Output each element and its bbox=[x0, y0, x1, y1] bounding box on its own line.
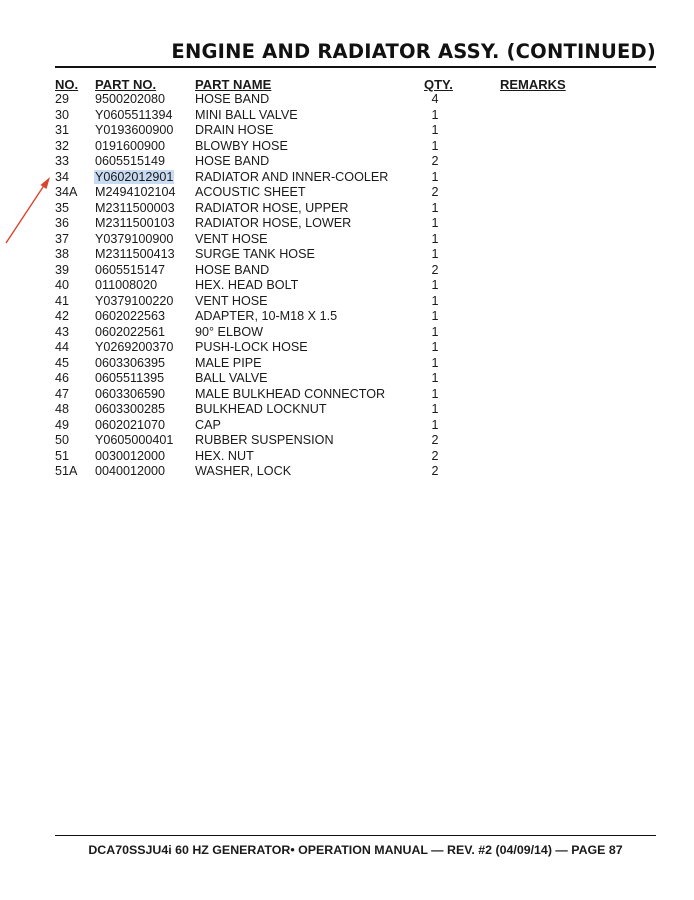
cell-part-no: 0603306395 bbox=[95, 355, 166, 370]
cell-part-no-wrap bbox=[95, 294, 173, 310]
cell-qty: 1 bbox=[431, 324, 439, 339]
cell-part-name: PUSH-LOCK HOSE bbox=[195, 340, 308, 354]
cell-qty: 1 bbox=[431, 402, 439, 416]
cell-part-name-wrap bbox=[195, 123, 273, 139]
cell-no: 35 bbox=[55, 200, 70, 215]
table-row bbox=[0, 356, 694, 372]
cell-part-name: RADIATOR HOSE, LOWER bbox=[195, 216, 352, 230]
cell-part-no-wrap bbox=[95, 139, 165, 155]
parts-table bbox=[0, 92, 694, 480]
cell-part-no: 0603300285 bbox=[95, 402, 166, 416]
cell-no: 51A bbox=[55, 464, 78, 478]
cell-qty: 1 bbox=[431, 293, 439, 308]
cell-part-no: 0605515149 bbox=[95, 154, 166, 168]
cell-qty-wrap bbox=[420, 139, 450, 155]
cell-no-wrap bbox=[55, 92, 69, 108]
cell-part-name-wrap bbox=[195, 309, 337, 325]
cell-qty: 2 bbox=[431, 433, 439, 447]
table-row bbox=[0, 232, 694, 248]
cell-qty: 1 bbox=[431, 355, 439, 370]
cell-qty-wrap bbox=[420, 123, 450, 139]
cell-part-no: Y0602012901 bbox=[95, 169, 174, 184]
cell-part-name-wrap bbox=[195, 340, 308, 356]
header-part-name: PART NAME bbox=[195, 77, 272, 92]
cell-part-no-wrap bbox=[95, 170, 174, 186]
cell-no: 39 bbox=[55, 262, 70, 277]
cell-qty-wrap bbox=[420, 154, 450, 170]
header-remarks: REMARKS bbox=[500, 77, 566, 92]
cell-qty: 2 bbox=[431, 185, 439, 199]
table-row bbox=[0, 216, 694, 232]
cell-qty: 2 bbox=[431, 464, 439, 478]
table-row bbox=[0, 154, 694, 170]
cell-no: 30 bbox=[55, 107, 70, 122]
cell-no-wrap bbox=[55, 371, 69, 387]
cell-part-name-wrap bbox=[195, 433, 334, 449]
cell-part-name: BLOWBY HOSE bbox=[195, 138, 288, 153]
cell-qty-wrap bbox=[420, 340, 450, 356]
cell-part-no: M2311500103 bbox=[95, 216, 175, 230]
cell-part-name: DRAIN HOSE bbox=[195, 123, 274, 137]
cell-part-no-wrap bbox=[95, 402, 165, 418]
page-title: ENGINE AND RADIATOR ASSY. (CONTINUED) bbox=[171, 40, 656, 63]
cell-qty-wrap bbox=[420, 185, 450, 201]
cell-qty-wrap bbox=[420, 263, 450, 279]
cell-part-name: RUBBER SUSPENSION bbox=[195, 433, 334, 447]
cell-part-no-wrap bbox=[95, 340, 173, 356]
cell-part-no-wrap bbox=[95, 356, 165, 372]
table-row bbox=[0, 402, 694, 418]
cell-part-name-wrap bbox=[195, 449, 254, 465]
cell-no: 43 bbox=[55, 324, 70, 339]
cell-qty-wrap bbox=[420, 325, 450, 341]
cell-qty-wrap bbox=[420, 449, 450, 465]
cell-no-wrap bbox=[55, 263, 69, 279]
table-row bbox=[0, 108, 694, 124]
table-row bbox=[0, 340, 694, 356]
table-row bbox=[0, 294, 694, 310]
cell-no: 37 bbox=[55, 231, 70, 246]
cell-part-name-wrap bbox=[195, 402, 327, 418]
cell-part-no-wrap bbox=[95, 371, 164, 387]
cell-part-name: MALE BULKHEAD CONNECTOR bbox=[195, 386, 386, 401]
cell-part-name: VENT HOSE bbox=[195, 231, 268, 246]
table-row bbox=[0, 263, 694, 279]
cell-no: 51 bbox=[55, 448, 70, 463]
cell-qty: 1 bbox=[431, 138, 439, 153]
cell-part-no-wrap bbox=[95, 185, 176, 201]
cell-part-no-wrap bbox=[95, 123, 173, 139]
cell-part-no: 0030012000 bbox=[95, 448, 166, 463]
cell-qty: 1 bbox=[431, 340, 439, 354]
cell-part-no: Y0193600900 bbox=[95, 123, 174, 137]
table-row bbox=[0, 325, 694, 341]
cell-qty-wrap bbox=[420, 464, 450, 480]
cell-no-wrap bbox=[55, 294, 69, 310]
cell-qty: 1 bbox=[431, 247, 439, 261]
cell-part-no-wrap bbox=[95, 216, 175, 232]
cell-part-no-wrap bbox=[95, 464, 165, 480]
table-row bbox=[0, 92, 694, 108]
header-qty: QTY. bbox=[424, 77, 453, 92]
cell-part-no: Y0605511394 bbox=[95, 107, 173, 122]
cell-qty-wrap bbox=[420, 92, 450, 108]
cell-part-name-wrap bbox=[195, 464, 291, 480]
cell-qty-wrap bbox=[420, 108, 450, 124]
cell-qty-wrap bbox=[420, 216, 450, 232]
red-arrow-icon bbox=[0, 160, 70, 260]
table-row bbox=[0, 387, 694, 403]
cell-no-wrap bbox=[55, 123, 69, 139]
table-row bbox=[0, 247, 694, 263]
cell-part-no: Y0379100220 bbox=[95, 293, 174, 308]
cell-part-name: HEX. NUT bbox=[195, 448, 254, 463]
cell-qty: 1 bbox=[431, 231, 439, 246]
cell-part-no-wrap bbox=[95, 263, 165, 279]
cell-part-name-wrap bbox=[195, 170, 388, 186]
cell-qty: 1 bbox=[431, 123, 439, 137]
cell-part-name-wrap bbox=[195, 294, 268, 310]
cell-part-name: HOSE BAND bbox=[195, 262, 270, 277]
cell-part-no-wrap bbox=[95, 108, 173, 124]
table-row bbox=[0, 201, 694, 217]
cell-part-no: 0603306590 bbox=[95, 386, 166, 401]
cell-no: 45 bbox=[55, 355, 70, 370]
cell-qty: 1 bbox=[431, 200, 439, 215]
cell-part-no: 0605515147 bbox=[95, 262, 166, 277]
footer-divider bbox=[55, 835, 656, 836]
table-row bbox=[0, 139, 694, 155]
cell-part-no-wrap bbox=[95, 449, 165, 465]
cell-part-name: MINI BALL VALVE bbox=[195, 107, 298, 122]
cell-part-no-wrap bbox=[95, 418, 165, 434]
cell-part-name: HEX. HEAD BOLT bbox=[195, 278, 299, 292]
cell-qty: 1 bbox=[431, 417, 439, 432]
cell-qty-wrap bbox=[420, 294, 450, 310]
cell-qty: 1 bbox=[431, 309, 439, 323]
cell-part-name: CAP bbox=[195, 417, 221, 432]
cell-part-no: 0602022561 bbox=[95, 324, 166, 339]
cell-part-name: RADIATOR AND INNER-COOLER bbox=[195, 169, 389, 184]
cell-no-wrap bbox=[55, 418, 69, 434]
cell-part-name: MALE PIPE bbox=[195, 355, 262, 370]
cell-no-wrap bbox=[55, 402, 69, 418]
cell-no-wrap bbox=[55, 464, 77, 480]
cell-qty-wrap bbox=[420, 201, 450, 217]
cell-qty: 2 bbox=[431, 154, 439, 168]
cell-part-name-wrap bbox=[195, 418, 221, 434]
cell-no: 34A bbox=[55, 185, 78, 199]
cell-part-no: 0602021070 bbox=[95, 417, 166, 432]
cell-part-name: VENT HOSE bbox=[195, 293, 268, 308]
cell-qty: 2 bbox=[431, 448, 439, 463]
cell-no-wrap bbox=[55, 433, 69, 449]
table-row bbox=[0, 309, 694, 325]
cell-no: 46 bbox=[55, 371, 70, 385]
cell-no: 49 bbox=[55, 417, 70, 432]
cell-part-name: HOSE BAND bbox=[195, 92, 270, 106]
cell-no-wrap bbox=[55, 325, 69, 341]
cell-part-name: 90° ELBOW bbox=[195, 324, 264, 339]
cell-no-wrap bbox=[55, 387, 69, 403]
cell-part-name-wrap bbox=[195, 247, 315, 263]
cell-no-wrap bbox=[55, 449, 69, 465]
cell-part-name-wrap bbox=[195, 371, 268, 387]
cell-qty: 4 bbox=[431, 92, 439, 106]
cell-part-no: 011008020 bbox=[95, 278, 158, 292]
cell-no: 41 bbox=[55, 293, 70, 308]
table-row bbox=[0, 464, 694, 480]
cell-part-name: BULKHEAD LOCKNUT bbox=[195, 402, 327, 416]
cell-qty-wrap bbox=[420, 418, 450, 434]
cell-qty-wrap bbox=[420, 433, 450, 449]
cell-no: 42 bbox=[55, 309, 70, 323]
cell-no-wrap bbox=[55, 139, 69, 155]
cell-part-name: RADIATOR HOSE, UPPER bbox=[195, 200, 349, 215]
cell-no: 47 bbox=[55, 386, 70, 401]
cell-part-no: M2311500413 bbox=[95, 247, 175, 261]
cell-qty: 1 bbox=[431, 216, 439, 230]
cell-part-name-wrap bbox=[195, 387, 385, 403]
cell-part-no: Y0605000401 bbox=[95, 433, 174, 447]
cell-part-no: 0040012000 bbox=[95, 464, 166, 478]
cell-no: 38 bbox=[55, 247, 70, 261]
cell-no: 32 bbox=[55, 138, 70, 153]
table-row bbox=[0, 371, 694, 387]
cell-part-no: M2311500003 bbox=[95, 200, 175, 215]
cell-part-name: ADAPTER, 10-M18 X 1.5 bbox=[195, 309, 338, 323]
cell-part-name-wrap bbox=[195, 154, 269, 170]
cell-part-name: BALL VALVE bbox=[195, 371, 268, 385]
table-row bbox=[0, 170, 694, 186]
cell-no: 36 bbox=[55, 216, 70, 230]
cell-qty: 2 bbox=[431, 262, 439, 277]
cell-part-name-wrap bbox=[195, 216, 351, 232]
cell-part-no: 0605511395 bbox=[95, 371, 165, 385]
cell-qty-wrap bbox=[420, 247, 450, 263]
cell-part-name-wrap bbox=[195, 356, 262, 372]
cell-part-name: WASHER, LOCK bbox=[195, 464, 292, 478]
cell-part-name-wrap bbox=[195, 92, 269, 108]
cell-no-wrap bbox=[55, 278, 69, 294]
cell-part-name-wrap bbox=[195, 325, 263, 341]
cell-qty-wrap bbox=[420, 402, 450, 418]
cell-part-name: SURGE TANK HOSE bbox=[195, 247, 315, 261]
header-no: NO. bbox=[55, 77, 79, 92]
cell-part-no-wrap bbox=[95, 201, 175, 217]
page-footer: DCA70SSJU4i 60 HZ GENERATOR• OPERATION MANUAL — REV. #2 (04/09/14) — PAGE 87 bbox=[88, 843, 623, 857]
cell-no: 50 bbox=[55, 433, 70, 447]
cell-part-no-wrap bbox=[95, 232, 173, 248]
cell-no: 34 bbox=[55, 169, 70, 184]
cell-no-wrap bbox=[55, 309, 69, 325]
cell-part-no-wrap bbox=[95, 92, 165, 108]
cell-part-no: M2494102104 bbox=[95, 185, 176, 199]
cell-no: 33 bbox=[55, 154, 70, 168]
cell-qty: 1 bbox=[431, 169, 439, 184]
cell-part-no-wrap bbox=[95, 278, 157, 294]
cell-part-no: 0191600900 bbox=[95, 138, 166, 153]
cell-no: 40 bbox=[55, 278, 70, 292]
cell-qty-wrap bbox=[420, 356, 450, 372]
cell-part-no: Y0379100900 bbox=[95, 231, 174, 246]
cell-part-no-wrap bbox=[95, 247, 175, 263]
cell-part-name-wrap bbox=[195, 201, 349, 217]
cell-qty-wrap bbox=[420, 309, 450, 325]
cell-qty-wrap bbox=[420, 387, 450, 403]
cell-part-name: HOSE BAND bbox=[195, 154, 270, 168]
cell-part-no-wrap bbox=[95, 433, 173, 449]
cell-part-name-wrap bbox=[195, 108, 298, 124]
cell-qty-wrap bbox=[420, 371, 450, 387]
cell-qty: 1 bbox=[431, 371, 439, 385]
cell-no: 29 bbox=[55, 92, 70, 106]
cell-no: 44 bbox=[55, 340, 70, 354]
cell-no: 48 bbox=[55, 402, 70, 416]
cell-part-no: Y0269200370 bbox=[95, 340, 174, 354]
cell-qty-wrap bbox=[420, 278, 450, 294]
cell-part-name-wrap bbox=[195, 139, 288, 155]
table-row bbox=[0, 433, 694, 449]
cell-part-name-wrap bbox=[195, 278, 298, 294]
table-row bbox=[0, 278, 694, 294]
table-row bbox=[0, 449, 694, 465]
title-divider bbox=[55, 66, 656, 68]
cell-part-no-wrap bbox=[95, 154, 165, 170]
header-part-no: PART NO. bbox=[95, 77, 157, 92]
cell-no-wrap bbox=[55, 356, 69, 372]
cell-qty-wrap bbox=[420, 232, 450, 248]
cell-part-name-wrap bbox=[195, 232, 268, 248]
cell-qty: 1 bbox=[431, 386, 439, 401]
cell-part-no-wrap bbox=[95, 325, 165, 341]
table-row bbox=[0, 418, 694, 434]
cell-no-wrap bbox=[55, 108, 69, 124]
cell-part-no: 0602022563 bbox=[95, 309, 166, 323]
cell-no: 31 bbox=[55, 123, 70, 137]
cell-qty: 1 bbox=[431, 107, 439, 122]
cell-part-name-wrap bbox=[195, 263, 269, 279]
cell-part-name-wrap bbox=[195, 185, 306, 201]
cell-part-no-wrap bbox=[95, 309, 165, 325]
cell-qty: 1 bbox=[431, 278, 439, 292]
cell-qty-wrap bbox=[420, 170, 450, 186]
cell-part-no: 9500202080 bbox=[95, 92, 166, 106]
cell-no-wrap bbox=[55, 340, 69, 356]
table-row bbox=[0, 123, 694, 139]
cell-part-no-wrap bbox=[95, 387, 165, 403]
cell-part-name: ACOUSTIC SHEET bbox=[195, 185, 306, 199]
table-row bbox=[0, 185, 694, 201]
